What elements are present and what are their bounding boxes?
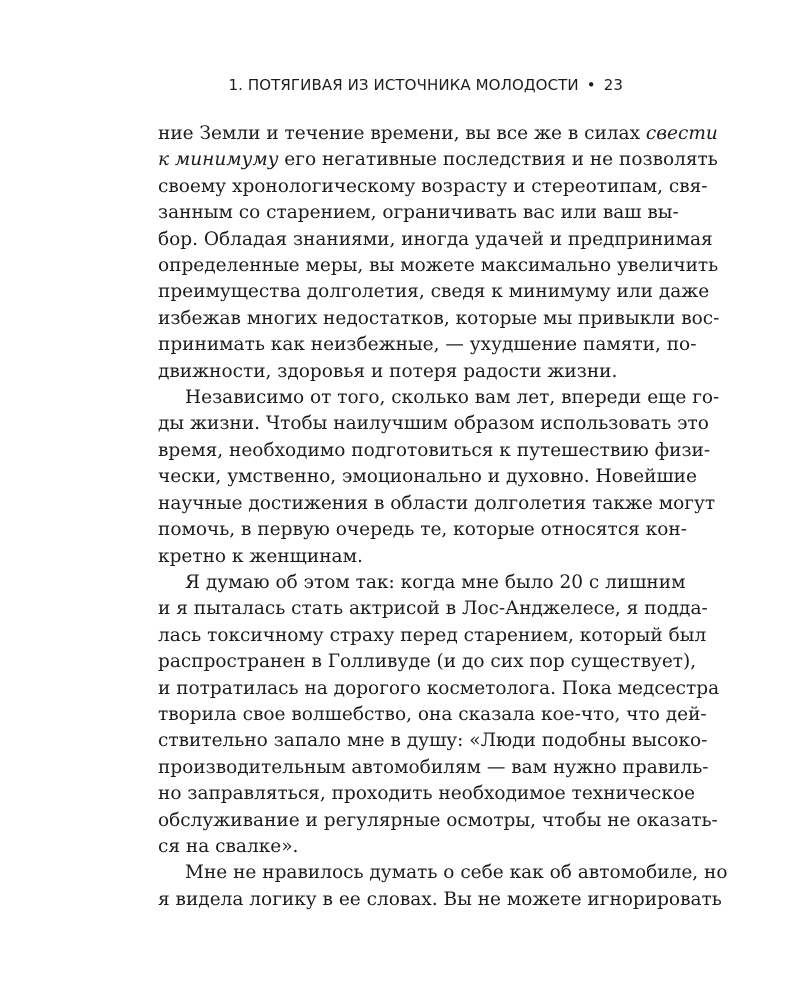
text-line (158, 464, 697, 490)
text-line (158, 332, 697, 358)
text-segment: кретно к женщинам. (158, 545, 363, 567)
text-line (158, 728, 708, 754)
text-line (158, 544, 623, 570)
text-line (158, 253, 719, 279)
text-segment: и потратилась на дорогого косметолога. Пока медсестра (158, 677, 720, 699)
text-segment: его негативные последствия и не позволять (278, 149, 718, 171)
text-segment: определенные меры, вы можете максимально увеличить (158, 255, 719, 277)
text-segment: ся на свалке». (158, 835, 299, 857)
text-line (158, 676, 720, 702)
text-line (158, 887, 722, 913)
text-line (158, 491, 716, 517)
text-segment: занным со старением, ограничивать вас или ваш вы- (158, 202, 679, 224)
text-line (158, 306, 720, 332)
text-line (158, 359, 623, 385)
text-line (158, 834, 623, 860)
text-line (158, 227, 713, 253)
text-segment: Мне не нравилось думать о себе как об автомобиле, но (185, 862, 728, 884)
text-segment: бор. Обладая знаниями, иногда удачей и предпринимая (158, 228, 713, 250)
text-line (158, 596, 708, 622)
text-line (158, 121, 718, 147)
text-line (158, 808, 718, 834)
text-line (158, 200, 679, 226)
text-segment: преимущества долголетия, сведя к минимуму или даже (158, 281, 710, 303)
text-line (158, 385, 720, 411)
emphasis-text: свести (645, 123, 718, 144)
text-segment: я видела логику в ее словах. Вы не можете игнорировать (158, 888, 722, 910)
emphasis-text: к минимуму (158, 149, 279, 171)
text-segment: производительным автомобилям — вам нужно правиль- (158, 756, 709, 778)
text-segment: своему хронологическому возрасту и стереотипам, свя- (158, 175, 708, 197)
text-segment: но заправляться, проходить необходимое техническое (158, 783, 696, 805)
body-text (158, 121, 728, 913)
text-segment: Независимо от того, сколько вам лет, впереди еще го- (185, 387, 720, 409)
text-segment: ды жизни. Чтобы наилучшим образом использовать это (158, 413, 709, 435)
header-separator: • (586, 76, 596, 94)
text-line (158, 860, 728, 886)
chapter-title: 1. ПОТЯГИВАЯ ИЗ ИСТОЧНИКА МОЛОДОСТИ (228, 76, 579, 94)
text-segment: ствительно запало мне в душу: «Люди подобны высоко- (158, 730, 708, 752)
text-segment: Я думаю об этом так: когда мне было 20 с лишним (185, 571, 686, 593)
text-segment: принимать как неизбежные, — ухудшение памяти, по- (158, 334, 697, 356)
text-line (158, 147, 718, 173)
page-number: 23 (603, 76, 623, 94)
text-segment: движности, здоровья и потеря радости жизни. (158, 360, 618, 382)
text-line (158, 781, 696, 807)
text-line (158, 649, 697, 675)
text-segment: время, необходимо подготовиться к путешествию физи- (158, 439, 711, 461)
text-line (158, 438, 711, 464)
text-line (158, 174, 708, 200)
text-segment: и я пыталась стать актрисой в Лос-Анджелесе, я подда- (158, 598, 708, 620)
text-line (158, 623, 707, 649)
text-segment: чески, умственно, эмоционально и духовно. Новейшие (158, 466, 697, 488)
text-line (158, 279, 710, 305)
text-segment: научные достижения в области долголетия также могут (158, 492, 716, 514)
text-segment: избежав многих недостатков, которые мы привыкли вос- (158, 307, 720, 329)
text-segment: обслуживание и регулярные осмотры, чтобы не оказать- (158, 809, 718, 831)
text-line (158, 570, 686, 596)
text-segment: помочь, в первую очередь те, которые относятся кон- (158, 519, 687, 541)
text-line (158, 411, 709, 437)
text-segment: распространен в Голливуде (и до сих пор существует), (158, 651, 697, 673)
text-line (158, 517, 687, 543)
running-header (158, 76, 623, 94)
text-line (158, 702, 707, 728)
text-line (158, 755, 709, 781)
text-segment: лась токсичному страху перед старением, который был (158, 624, 707, 646)
text-segment: ние Земли и течение времени, вы все же в силах (158, 123, 646, 144)
text-segment: творила свое волшебство, она сказала кое-что, что дей- (158, 703, 707, 725)
